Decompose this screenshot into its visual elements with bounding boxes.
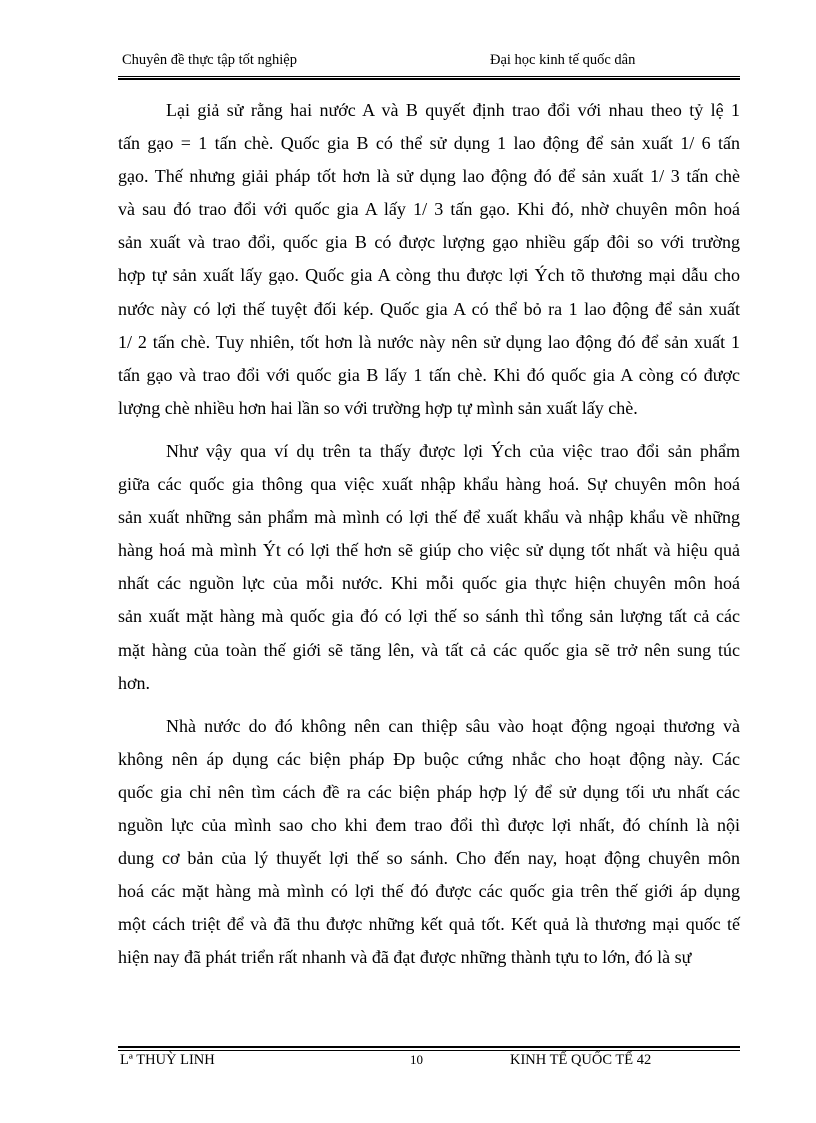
footer-rule-thin [118,1050,740,1051]
footer-rule-thick [118,1046,740,1048]
page-number: 10 [410,1052,423,1067]
text-line: mặt hàng của toàn thế giới sẽ tăng lên, và tất cả các quốc gia sẽ trở nên sung túc [118,639,740,660]
text-line: sản xuất mặt hàng mà quốc gia đó có lợi thế so sánh thì tổng sản lượng tất cả các [118,606,740,627]
text-line: 1/ 2 tấn chè. Tuy nhiên, tốt hơn là nước này nên sử dụng lao động đó để sản xuất 1 [118,331,740,352]
footer-author: Lª THUỲ LINH [120,1052,215,1068]
paragraph [118,94,740,425]
text-line: lượng chè nhiều hơn hai lần so với trường hợp tự mình sản xuất lấy chè. [118,397,638,418]
text-line: nước này có lợi thế tuyệt đối kép. Quốc gia A có thể bỏ ra 1 lao động để sản xuất [118,298,740,319]
text-line: hơn. [118,672,151,693]
text-line: sản xuất và trao đổi, quốc gia B có được lượng gạo nhiều gấp đôi so với trường [118,232,740,253]
paragraph [118,710,740,975]
text-line: hàng hoá mà mình Ýt có lợi thế hơn sẽ giúp cho việc sử dụng tốt nhất và hiệu quả [118,540,740,561]
text-line: tấn gạo và trao đổi với quốc gia B lấy 1 tấn chè. Khi đó quốc gia A còng có được [118,364,740,385]
document-body [118,94,740,974]
text-line: Như vậy qua ví dụ trên ta thấy được lợi Ých của việc trao đổi sản phẩm [166,440,740,461]
text-line: nguồn lực của mình sao cho khi đem trao đổi thì được lợi nhất, đó chính là nội [118,814,740,835]
text-line: sản xuất những sản phẩm mà mình có lợi thế để xuất khẩu và nhập khẩu về những [118,507,740,528]
footer-course: KINH TẾ QUỐC TẾ 42 [510,1052,652,1068]
header-rule-thick [118,78,740,80]
text-line: hoá các mặt hàng mà mình có lợi thế đó được các quốc gia trên thế giới áp dụng [118,881,740,902]
text-line: dung cơ bản của lý thuyết lợi thế so sánh. Cho đến nay, hoạt động chuyên môn [118,848,740,869]
text-line: Lại giả sử rằng hai nước A và B quyết định trao đổi với nhau theo tỷ lệ 1 [166,100,740,120]
text-line: nhất các nguồn lực của mỗi nước. Khi mỗi quốc gia thực hiện chuyên môn hoá [118,573,740,594]
text-line: gạo. Thế nhưng giải pháp tốt hơn là sử dụng lao động đó để sản xuất 1/ 3 tấn chè [118,166,740,187]
header-left-title: Chuyên đề thực tập tốt nghiệp [122,52,297,68]
header-right-title: Đại học kinh tế quốc dân [490,52,636,68]
text-line: tấn gạo = 1 tấn chè. Quốc gia B có thể sử dụng 1 lao động để sản xuất 1/ 6 tấn [118,133,740,154]
header-rule-thin [118,76,740,77]
text-line: một cách triệt để và đã thu được những kết quả tốt. Kết quả là thương mại quốc tế [118,914,740,935]
page-footer [118,1052,740,1072]
text-line: giữa các quốc gia thông qua việc xuất nhập khẩu hàng hoá. Sự chuyên môn hoá [118,474,740,495]
text-line: quốc gia chỉ nên tìm cách đề ra các biện pháp hợp lý để sử dụng tối ưu nhất các [118,781,740,802]
text-line: Nhà nước do đó không nên can thiệp sâu vào hoạt động ngoại thương và [166,715,740,736]
page-header [118,52,740,74]
paragraph [118,435,740,700]
text-line: không nên áp dụng các biện pháp Đp buộc cứng nhắc cho hoạt động này. Các [118,748,740,769]
text-line: hiện nay đã phát triển rất nhanh và đã đạt được những thành tựu to lớn, đó là sự [118,947,692,968]
text-line: hợp tự sản xuất lấy gạo. Quốc gia A còng thu được lợi Ých tõ thương mại dẫu cho [118,265,740,286]
text-line: và sau đó trao đổi với quốc gia A lấy 1/ 3 tấn gạo. Khi đó, nhờ chuyên môn hoá [118,199,740,220]
